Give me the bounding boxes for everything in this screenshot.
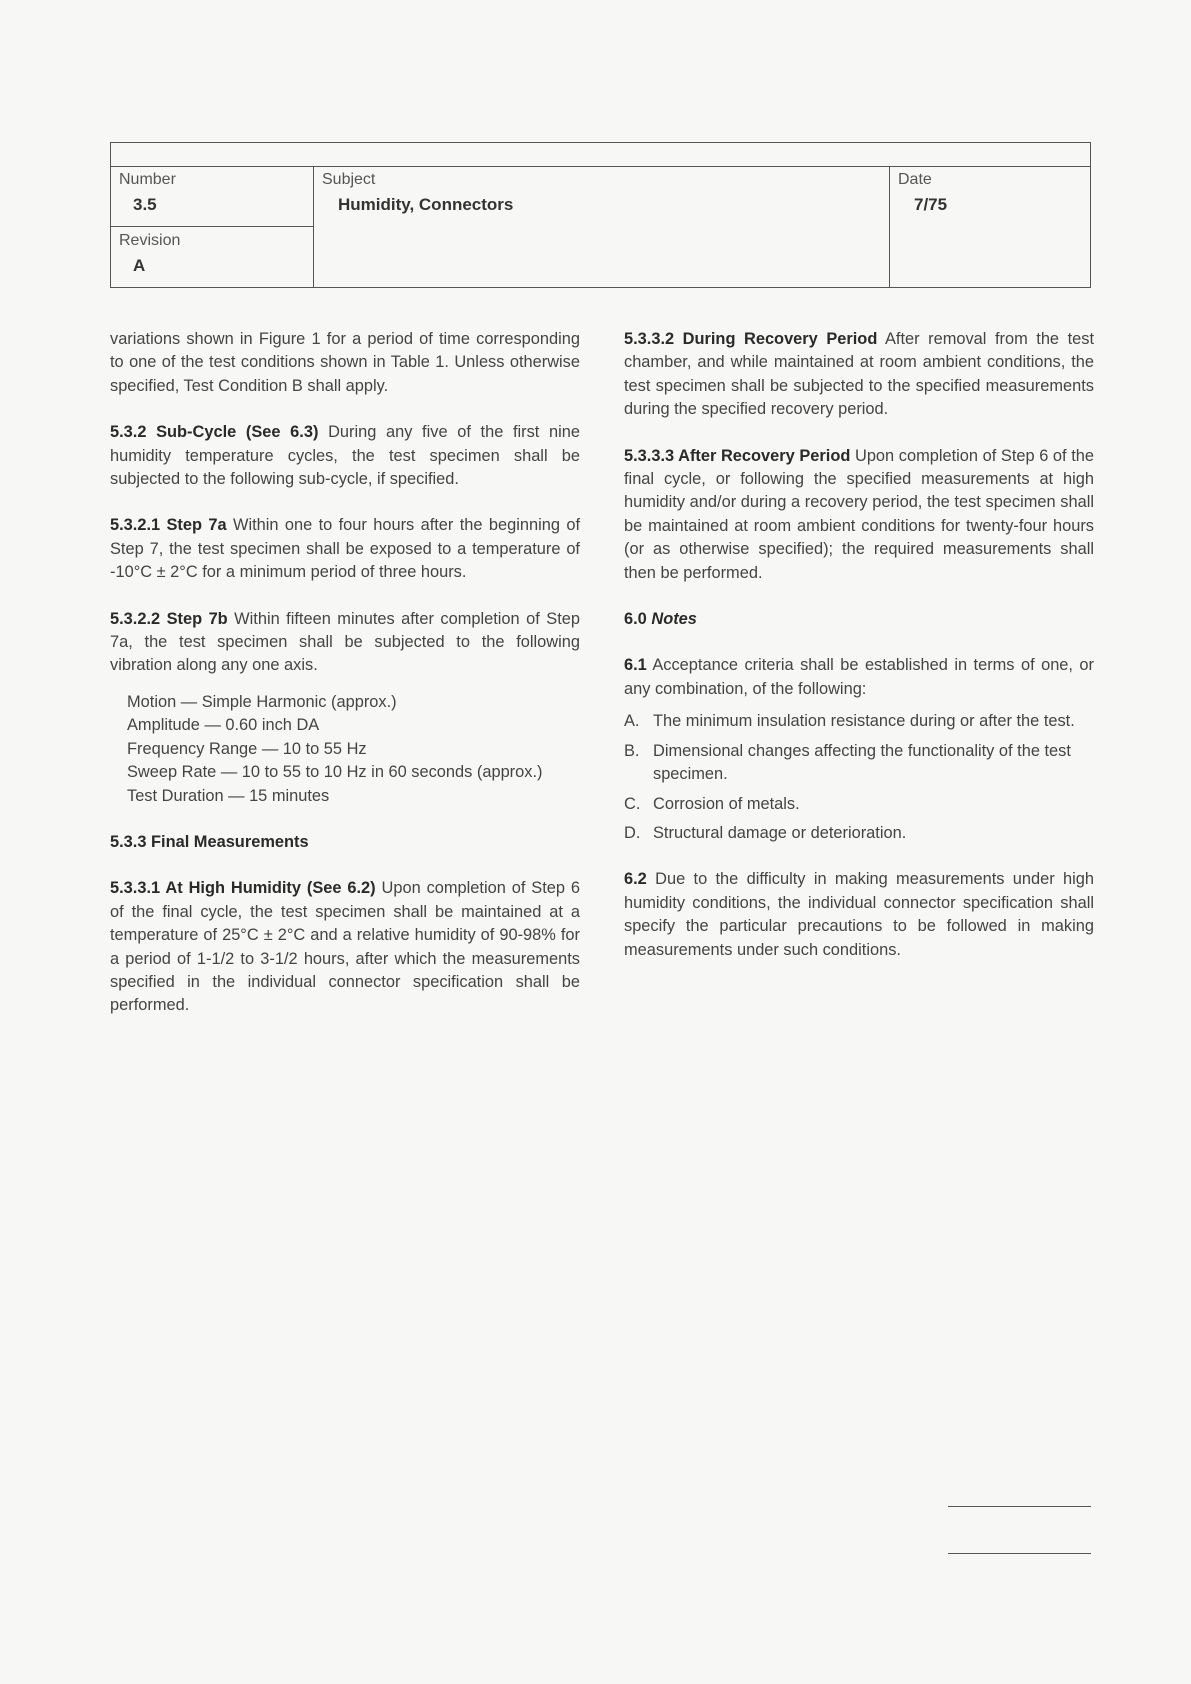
- list-item: [624, 793, 1094, 816]
- list-letter: B.: [624, 741, 640, 760]
- section-heading: 5.3.3.1 At High Humidity (See 6.2): [110, 879, 376, 898]
- section-5-3-2-1: [110, 514, 580, 584]
- date-cell: [890, 166, 1090, 287]
- section-5-3-2-2: [110, 608, 580, 678]
- vibration-param: Amplitude — 0.60 inch DA: [127, 716, 320, 735]
- list-item: [624, 822, 1094, 845]
- list-text: The minimum insulation resistance during or after the test.: [653, 712, 1075, 731]
- section-body: Upon completion of Step 6 of the final cycle, or following the specified measurements at high humidity and/or during a recovery period, the test specimen shall be maintained at room ambient conditions for twenty-four hours (or as otherwise specified); the required measurements shall then be performed.: [624, 446, 1094, 582]
- date-value: 7/75: [914, 195, 948, 214]
- document-header: [110, 142, 1091, 288]
- section-body: Acceptance criteria shall be established in terms of one, or any combination, of the following:: [624, 656, 1095, 698]
- section-body: Due to the difficulty in making measurements under high humidity conditions, the individual connector specification shall specify the particular precautions to be followed in making measurements under such conditions.: [624, 870, 1094, 959]
- left-column: [110, 328, 580, 1041]
- number-revision-cell: [111, 166, 314, 287]
- section-body: After removal from the test chamber, and while maintained at room ambient conditions, the test specimen shall be subjected to the specified measurements during the specified recovery period.: [624, 330, 1095, 419]
- vibration-param: Motion — Simple Harmonic (approx.): [127, 692, 397, 711]
- section-number: 6.2: [624, 870, 647, 889]
- right-column: [624, 328, 1094, 985]
- section-5-3-3-2: [624, 328, 1094, 422]
- footer-rule-top: [948, 1506, 1091, 1507]
- section-number: 6.1: [624, 656, 647, 675]
- header-top-strip: [111, 143, 1090, 167]
- list-text: Corrosion of metals.: [653, 794, 800, 813]
- footer-rule-bottom: [948, 1553, 1091, 1554]
- section-body: Within one to four hours after the beginning of Step 7, the test specimen shall be exposed to a temperature of -10°C ± 2°C for a minimum period of three hours.: [110, 516, 581, 582]
- acceptance-criteria-list: [624, 710, 1094, 845]
- date-label: Date: [898, 171, 932, 188]
- number-label: Number: [119, 171, 176, 188]
- section-body: During any five of the first nine humidity temperature cycles, the test specimen shall be subjected to the following sub-cycle, if specified.: [110, 423, 580, 489]
- section-body: Upon completion of Step 6 of the final cycle, the test specimen shall be maintained at a temperature of 25°C ± 2°C and a relative humidity of 90-98% for a period of 1-1/2 to 3-1/2 hours, after which the measurements specified in the individual connector specification shall be performed.: [110, 879, 580, 1015]
- section-5-3-3-heading: 5.3.3 Final Measurements: [110, 832, 309, 851]
- section-heading: 5.3.2 Sub-Cycle (See 6.3): [110, 423, 319, 442]
- vibration-param: Test Duration — 15 minutes: [127, 786, 330, 805]
- section-heading: 5.3.2.1 Step 7a: [110, 516, 227, 535]
- section-title-notes: Notes: [651, 610, 697, 629]
- section-5-3-3-1: [110, 877, 580, 1017]
- revision-value: A: [133, 256, 146, 275]
- section-heading: 5.3.3.2 During Recovery Period: [624, 330, 878, 348]
- vibration-param: Frequency Range — 10 to 55 Hz: [127, 739, 367, 758]
- section-heading: 5.3.3.3 After Recovery Period: [624, 446, 851, 465]
- subject-cell: [314, 166, 890, 287]
- revision-label: Revision: [119, 232, 181, 249]
- number-revision-divider: [111, 226, 313, 227]
- section-6-1: [624, 654, 1094, 701]
- section-heading: 5.3.2.2 Step 7b: [110, 609, 228, 628]
- section-5-3-3-3: [624, 445, 1094, 585]
- section-6-0-heading: [624, 608, 1094, 631]
- section-5-3-2: [110, 421, 580, 491]
- paragraph-continuation: variations shown in Figure 1 for a period of time corresponding to one of the test conditions shown in Table 1. Unless otherwise specified, Test Condition B shall apply.: [110, 330, 580, 395]
- list-item: [624, 710, 1094, 733]
- section-number: 6.0: [624, 610, 647, 629]
- vibration-param: Sweep Rate — 10 to 55 to 10 Hz in 60 seconds (approx.): [127, 763, 543, 782]
- vibration-parameters: [127, 691, 580, 808]
- list-text: Dimensional changes affecting the functionality of the test specimen.: [653, 741, 1071, 784]
- list-letter: C.: [624, 794, 641, 813]
- list-text: Structural damage or deterioration.: [653, 823, 907, 842]
- list-letter: D.: [624, 823, 641, 842]
- subject-value: Humidity, Connectors: [338, 195, 514, 214]
- list-letter: A.: [624, 712, 640, 731]
- section-body: Within fifteen minutes after completion of Step 7a, the test specimen shall be subjected to the following vibration along any one axis.: [110, 609, 580, 675]
- section-6-2: [624, 868, 1094, 962]
- number-value: 3.5: [133, 195, 157, 214]
- subject-label: Subject: [322, 171, 376, 188]
- list-item: [624, 740, 1094, 787]
